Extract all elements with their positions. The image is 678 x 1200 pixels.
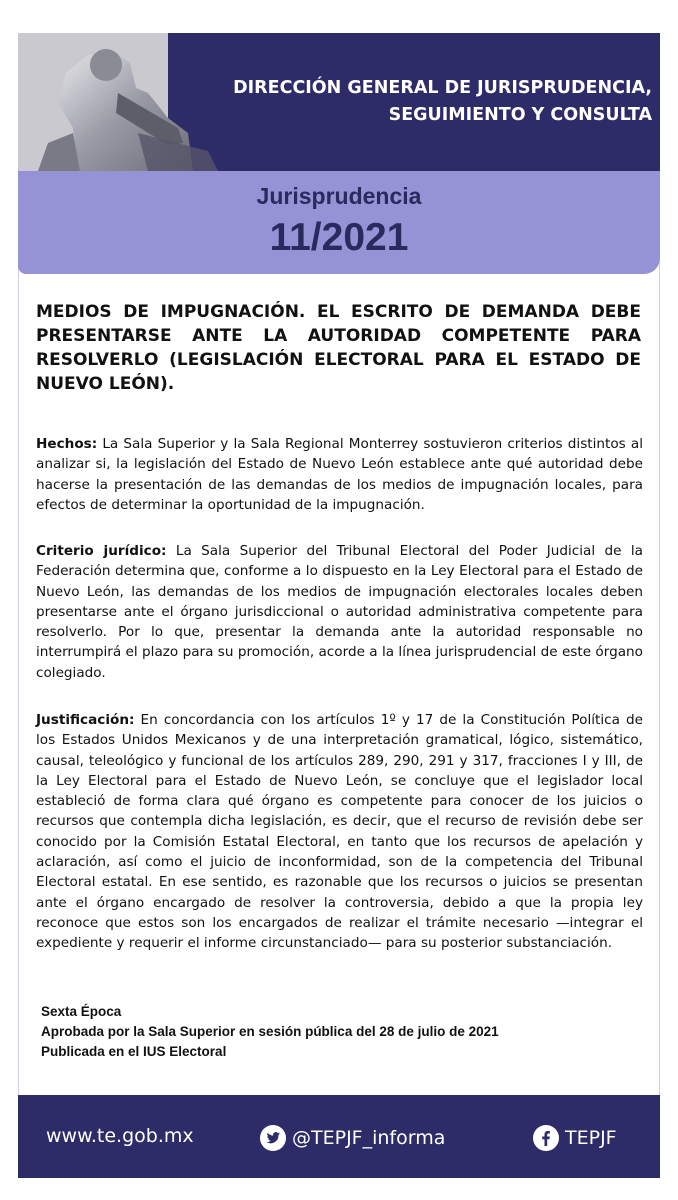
- justificacion-text: En concordancia con los artículos 1º y 17 de la Constitución Política de los Estados Unidos Mexicanos y de una interpretación gramatical, lógico, sistemático, causal, teleológico y funcional de los artículos 289, 290, 291 y 317, fracciones I y III, de la Ley Electoral para el Estado de Nuevo León, se concluye que el legislador local estableció de forma clara qué órgano es competente para conocer de los juicios o recursos que contempla dicha legislación, es decir, que el recurso de revisión debe ser conocido por la Comisión Estatal Electoral, en tanto que los recursos de apelación y aclaración, así como el juicio de inconformidad, son de la competencia del Tribunal Electoral estatal. En ese sentido, es razonable que los recursos o juicios se presentan ante el órgano encargado de resolver la controversia, debido a que la propia ley reconoce que estos son los encargados de realizar el trámite necesario —integrar el expediente y requerir el informe circunstanciado— para su posterior substanciación.: [36, 712, 643, 952]
- criterio-paragraph: [36, 541, 643, 683]
- header-title-line2: SEGUIMIENTO Y CONSULTA: [388, 105, 652, 125]
- statue-image: [18, 33, 230, 171]
- footer-banner: [18, 1095, 660, 1178]
- twitter-handle: @TEPJF_informa: [292, 1127, 446, 1149]
- facebook-icon: [533, 1125, 559, 1151]
- justificacion-paragraph: [36, 710, 643, 954]
- aprobada: Aprobada por la Sala Superior en sesión pública del 28 de julio de 2021: [41, 1024, 499, 1039]
- header-title: [233, 75, 652, 129]
- header-title-line1: DIRECCIÓN GENERAL DE JURISPRUDENCIA,: [233, 78, 652, 98]
- jurisprudencia-label: Jurisprudencia: [256, 183, 422, 209]
- website-text: www.te.gob.mx: [46, 1125, 194, 1147]
- twitter-link[interactable]: [260, 1125, 445, 1151]
- facebook-handle: TEPJF: [565, 1127, 617, 1149]
- criterio-text: La Sala Superior del Tribunal Electoral del Poder Judicial de la Federación determina que, conforme a lo dispuesto en la Ley Electoral para el Estado de Nuevo León, las demandas de los medios de impugnación electorales locales deben presentarse ante el órgano jurisdiccional o autoridad administrativa competente para resolverlo. Por lo que, presentar la demanda ante la autoridad responsable no interrumpirá el plazo para su promoción, acorde a la línea jurisprudencial de este órgano colegiado.: [36, 543, 643, 681]
- hechos-paragraph: [36, 434, 643, 515]
- publication-metadata: [41, 1002, 499, 1062]
- hechos-label: Hechos:: [36, 436, 98, 452]
- hechos-text: La Sala Superior y la Sala Regional Monterrey sostuvieron criterios distintos al analizar si, la legislación del Estado de Nuevo León establece ante qué autoridad debe hacerse la presentación de las demandas de los medios de impugnación locales, para efectos de determinar la oportunidad de la impugnación.: [36, 436, 643, 513]
- facebook-link[interactable]: [533, 1125, 617, 1151]
- epoca: Sexta Época: [41, 1004, 122, 1019]
- thesis-heading: MEDIOS DE IMPUGNACIÓN. EL ESCRITO DE DEMANDA DEBE PRESENTARSE ANTE LA AUTORIDAD COMPETENTE PARA RESOLVERLO (LEGISLACIÓN ELECTORAL PARA EL ESTADO DE NUEVO LEÓN).: [36, 302, 641, 394]
- twitter-icon: [260, 1125, 286, 1151]
- criterio-label: Criterio jurídico:: [36, 543, 167, 559]
- website-link[interactable]: [46, 1125, 194, 1147]
- jurisprudencia-number: 11/2021: [269, 216, 409, 259]
- jurisprudencia-band: [18, 171, 660, 274]
- justificacion-label: Justificación:: [36, 712, 135, 728]
- publicada: Publicada en el IUS Electoral: [41, 1044, 227, 1059]
